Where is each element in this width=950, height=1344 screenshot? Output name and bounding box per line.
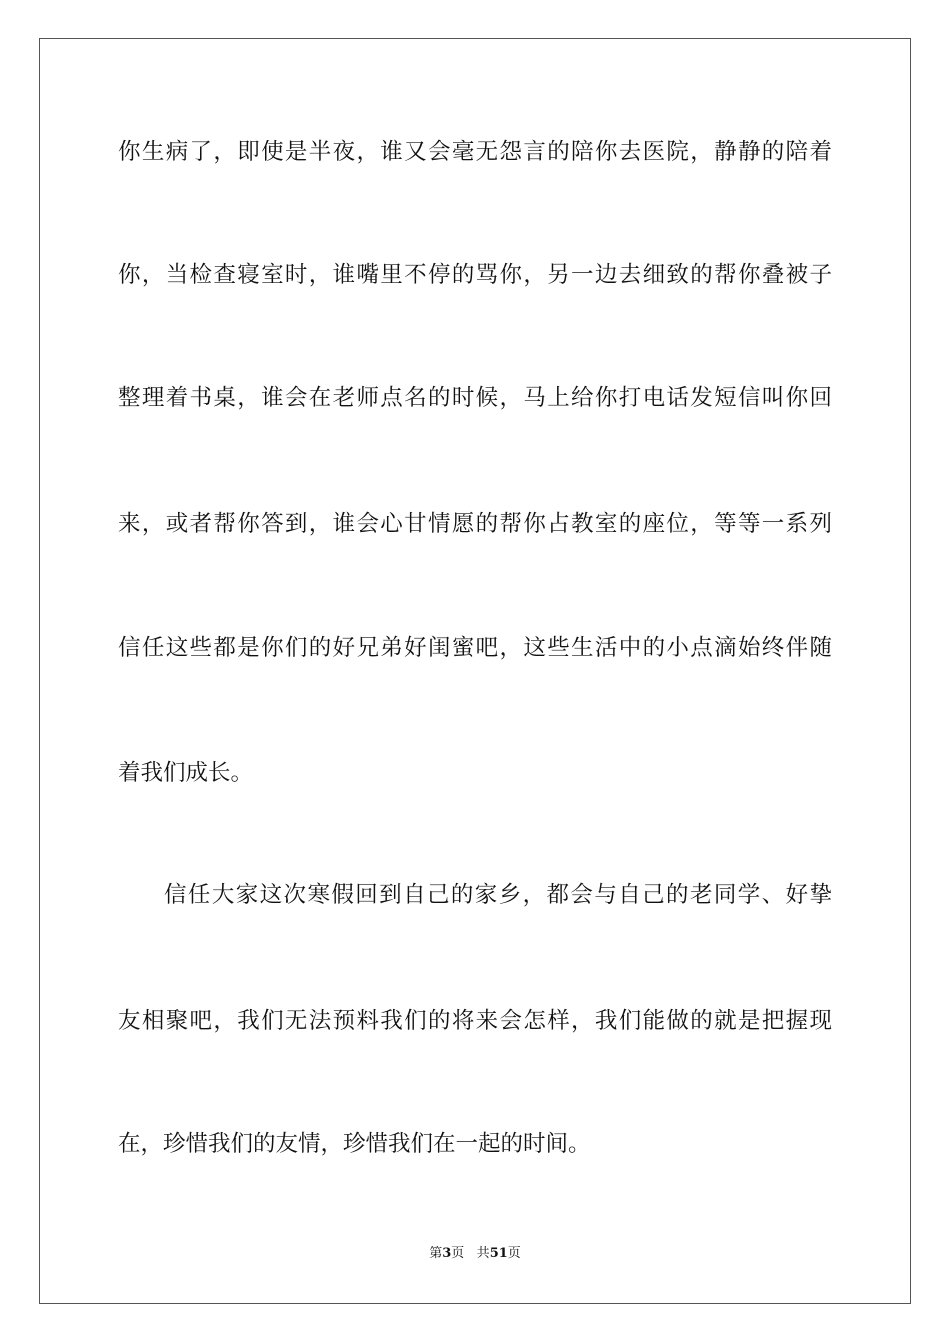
text-line-5: 信任这些都是你们的好兄弟好闺蜜吧，这些生活中的小点滴始终伴随 (118, 635, 832, 661)
paragraph-2-line-1: 信任大家这次寒假回到自己的家乡，都会与自己的老同学、好挚 (164, 882, 832, 908)
text-line-3: 整理着书桌，谁会在老师点名的时候，马上给你打电话发短信叫你回 (118, 385, 832, 411)
paragraph-2-line-3: 在，珍惜我们的友情，珍惜我们在一起的时间。 (118, 1131, 591, 1157)
footer-total-suffix: 页 (507, 1246, 521, 1261)
text-line-4: 来，或者帮你答到，谁会心甘情愿的帮你占教室的座位，等等一系列 (118, 511, 832, 537)
page-footer (0, 1245, 950, 1263)
text-line-2: 你，当检查寝室时，谁嘴里不停的骂你，另一边去细致的帮你叠被子 (118, 262, 832, 288)
footer-page-number: 3 (442, 1246, 452, 1261)
footer-total-prefix: 共 (476, 1246, 490, 1261)
text-line-1: 你生病了，即使是半夜，谁又会毫无怨言的陪你去医院，静静的陪着 (118, 139, 832, 165)
paragraph-2-line-2: 友相聚吧，我们无法预料我们的将来会怎样，我们能做的就是把握现 (118, 1008, 832, 1034)
page-border (39, 38, 911, 1304)
footer-page-suffix: 页 (451, 1246, 465, 1261)
text-line-6: 着我们成长。 (118, 760, 254, 786)
footer-total-pages: 51 (489, 1246, 508, 1261)
footer-prefix: 第 (429, 1246, 443, 1261)
